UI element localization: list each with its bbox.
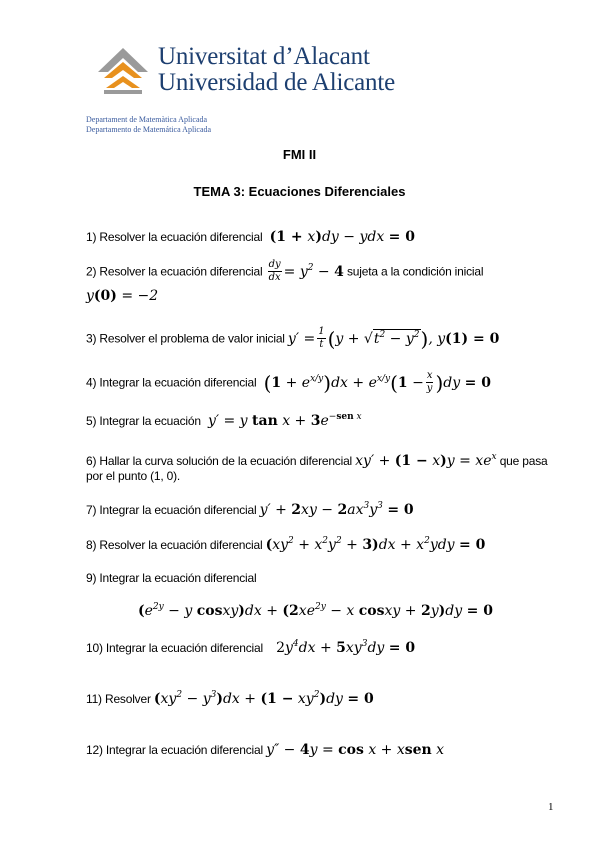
- exercise-7-text: 7) Integrar la ecuación diferencial: [86, 503, 257, 517]
- exercise-5: [86, 414, 362, 428]
- exercise-2: [86, 260, 483, 283]
- exercise-9: [86, 572, 256, 584]
- exercise-7-equation: $y' + 2xy - 2ax^3y^3 = 0$: [259, 501, 414, 518]
- exercise-5-equation: y′ = y $\tan x + 3e^{-sen x}$: [207, 412, 362, 429]
- exercise-12-text: 12) Integrar la ecuación diferencial: [86, 743, 263, 757]
- exercise-5-text: 5) Integrar la ecuación: [86, 414, 201, 428]
- topic-title: TEMA 3: Ecuaciones Diferenciales: [193, 184, 406, 199]
- logo-text-spanish: Universidad de Alicante: [158, 69, 395, 96]
- university-logo-icon: [96, 46, 150, 96]
- department-name-spanish: Departamento de Matemática Aplicada: [86, 125, 212, 134]
- exercise-6-equation: $xy' + (1 - x)y = xe^x$: [355, 452, 497, 469]
- exercise-2-text: 2) Resolver la ecuación diferencial: [86, 264, 263, 279]
- exercise-2-equation: $\frac{dy}{dx}$ = $y^2 - 4$: [268, 259, 344, 283]
- exercise-6: [86, 454, 547, 468]
- department-name-valencian: Departament de Matemàtica Aplicada: [86, 115, 208, 124]
- exercise-6-line2: por el punto (1, 0).: [86, 469, 181, 483]
- exercise-1-text: 1) Resolver la ecuación diferencial: [86, 230, 263, 244]
- exercise-11-text: 11) Resolver: [86, 692, 151, 706]
- exercise-11-equation: $(xy^2 - y^3)dx + (1 - xy^2)dy = 0$: [153, 690, 374, 707]
- exercise-12-equation: y″ − 4y = cos x + xsen x: [266, 742, 445, 758]
- exercise-9-equation: ($e^{2y} - y$ cosxy)dx + ($2xe^{2y} - x$ cosxy + 2y)dy = 0: [138, 602, 493, 619]
- exercise-8-text: 8) Resolver la ecuación diferencial: [86, 538, 263, 552]
- exercise-12: [86, 743, 444, 757]
- exercise-4-text: 4) Integrar la ecuación diferencial: [86, 375, 257, 390]
- subject-title: FMI II: [282, 147, 317, 162]
- exercise-3-text: 3) Resolver el problema de valor inicial: [86, 331, 285, 346]
- exercise-2-tail: sujeta a la condición inicial: [347, 264, 484, 279]
- exercise-7: [86, 503, 414, 517]
- exercise-3: [86, 327, 499, 350]
- exercise-8: [86, 538, 485, 552]
- page-number: 1: [548, 801, 554, 813]
- exercise-2-initial-condition: y(0) = −2: [86, 288, 159, 304]
- exercise-3-equation: y′ = $\frac{1}{t}$ $(y + √t^2 - y^2)$, y(1) = 0: [287, 326, 500, 351]
- exercise-10-equation: $2y^4dx + 5xy^3dy = 0$: [276, 639, 416, 656]
- exercise-6-text: 6) Hallar la curva solución de la ecuación diferencial: [86, 454, 353, 468]
- exercise-4-equation: $(1 + e^{x/y})dx + e^{x/y}(1$ − $\frac{x}{y}$ )dy = 0: [263, 370, 491, 395]
- exercise-9-text: 9) Integrar la ecuación diferencial: [86, 571, 257, 585]
- exercise-10-text: 10) Integrar la ecuación diferencial: [86, 641, 263, 655]
- exercise-10: [86, 641, 415, 655]
- exercise-8-equation: $(xy^2 + x^2y^2 + 3)dx + x^2ydy = 0$: [265, 536, 486, 553]
- exercise-1: [86, 230, 415, 244]
- exercise-11: [86, 692, 374, 706]
- logo-text-valencian: Universitat d’Alacant: [158, 43, 370, 70]
- exercise-4: [86, 371, 491, 394]
- exercise-6-tail: que pasa: [499, 454, 548, 468]
- exercise-1-equation: (1 + x)dy − ydx = 0: [269, 229, 416, 245]
